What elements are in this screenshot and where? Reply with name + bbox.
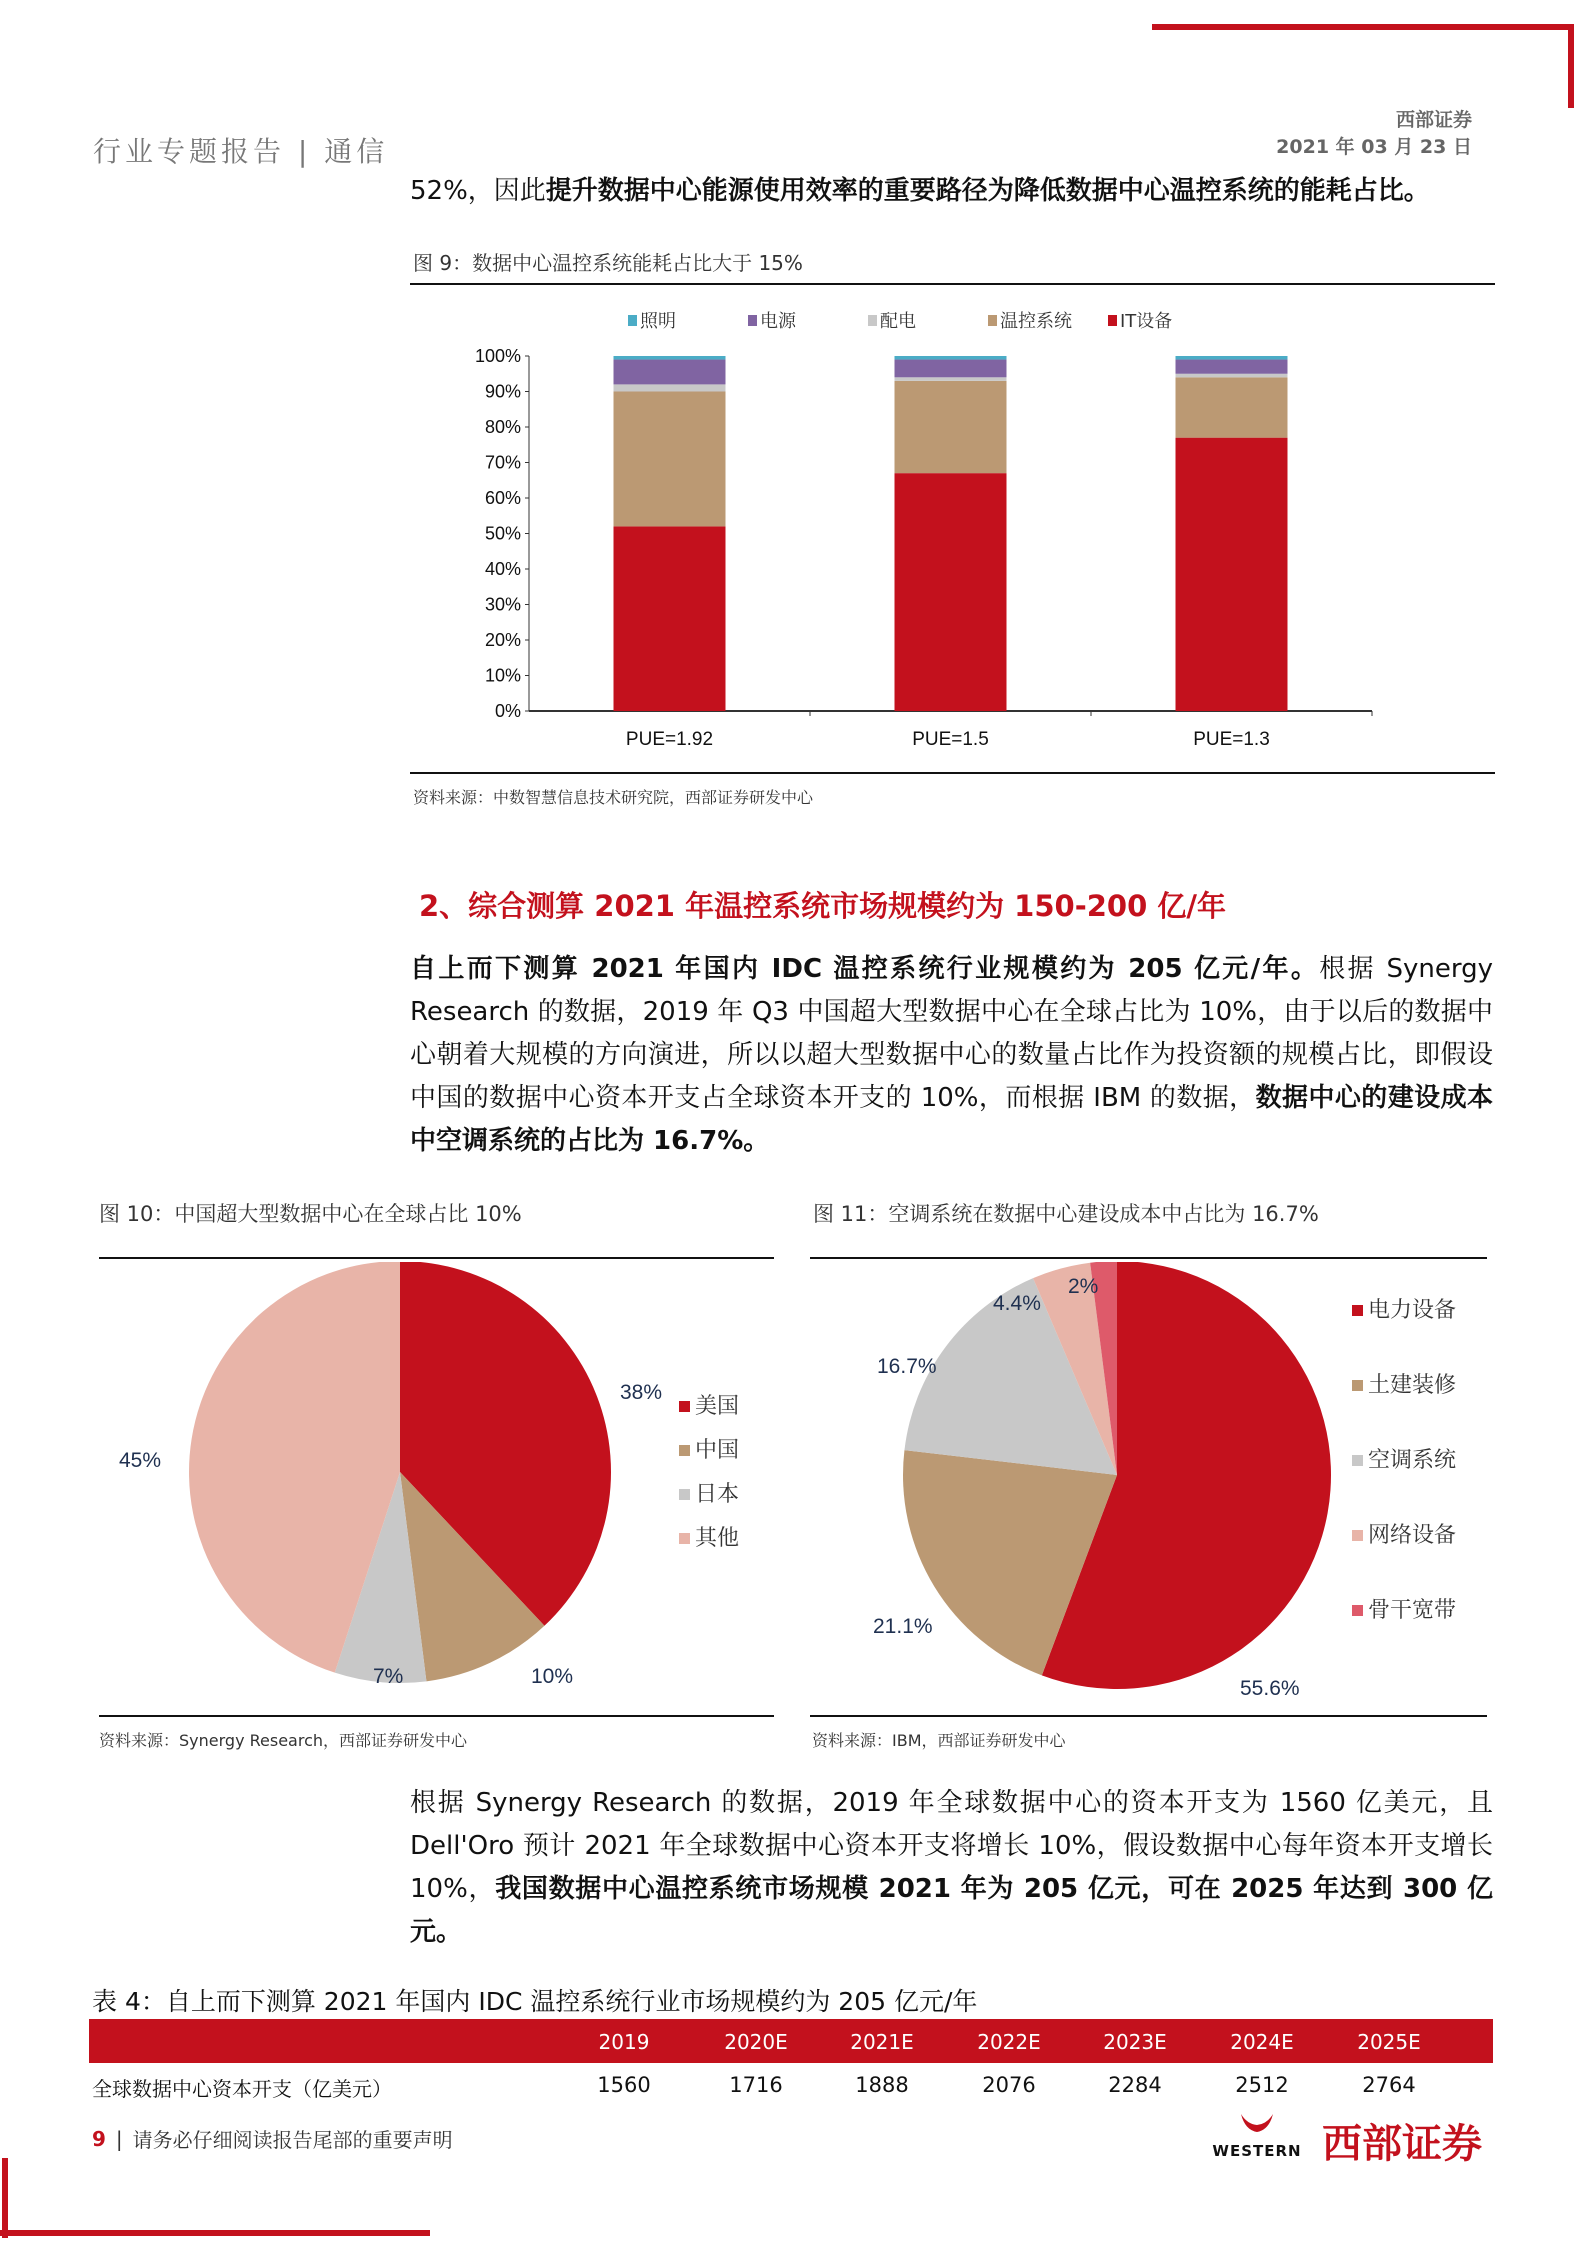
legend-label: 配电 [880, 311, 916, 332]
bar-segment-电源 [895, 360, 1007, 378]
column-header: 2025E [1357, 2030, 1421, 2054]
y-tick-label: 50% [484, 523, 521, 544]
bar-segment-IT设备 [1176, 438, 1288, 711]
legend-swatch [1352, 1605, 1363, 1616]
fig11-source: 资料来源：IBM，西部证券研发中心 [812, 1731, 1066, 1750]
legend-swatch [628, 315, 637, 326]
legend-swatch [1352, 1380, 1363, 1391]
slice-label: 38% [620, 1381, 663, 1404]
x-tick-label: PUE=1.92 [625, 729, 714, 750]
column-header: 2019 [598, 2030, 650, 2054]
legend-swatch [1352, 1455, 1363, 1466]
legend-swatch [679, 1445, 690, 1456]
table-cell: 1888 [855, 2073, 909, 2097]
legend-label: 其他 [695, 1526, 740, 1551]
bar-segment-温控系统 [614, 392, 726, 527]
pie-chart-fig11 [810, 1262, 1487, 1712]
paragraph-2 [410, 1782, 1493, 1954]
fig9-title: 图 9：数据中心温控系统能耗占比大于 15% [413, 251, 803, 275]
y-tick-label: 40% [484, 559, 521, 579]
legend-swatch [679, 1489, 690, 1500]
para2-text: 根据 Synergy Research 的数据，2019 年全球数据中心的资本开支为 1560 亿美元，且 Dell'Oro 预计 2021 年全球数据中心资本开支将增长 10%，假设数据中心每年资本开支增长 10%， [410, 1788, 1493, 1904]
section-heading: 2、综合测算 2021 年温控系统市场规模约为 150-200 亿/年 [419, 889, 1226, 923]
table-title: 表 4：自上而下测算 2021 年国内 IDC 温控系统行业市场规模约为 205 亿元/年 [92, 1987, 978, 2016]
para1-text: 根据 Synergy Research 的数据，2019 年 Q3 中国超大型数据中心在全球占比为 10%，由于以后的数据中心朝着大规模的方向演进，所以以超大型数据中心的数量占比作为投资额的规模占比，即假设中国的数据中心资本开支占全球资本开支的 10%，而根据 IBM 的数据， [410, 954, 1493, 1113]
fig10-title: 图 10：中国超大型数据中心在全球占比 10% [99, 1202, 522, 1226]
slice-label: 16.7% [877, 1355, 937, 1378]
y-tick-label: 70% [484, 452, 521, 473]
legend-label: IT设备 [1120, 311, 1173, 332]
table-cell: 2512 [1235, 2073, 1289, 2097]
table-cell: 2764 [1362, 2073, 1416, 2097]
bull-logo-icon [1237, 2112, 1277, 2138]
fig10-top-rule [99, 1257, 774, 1259]
bottom-red-bar [0, 2230, 430, 2236]
para1-bold-lead: 自上而下测算 2021 年国内 IDC 温控系统行业规模约为 205 亿元/年。 [410, 954, 1320, 984]
legend-swatch [1352, 1305, 1363, 1316]
y-tick-label: 10% [484, 665, 521, 686]
fig9-top-rule [410, 283, 1495, 285]
legend-label: 美国 [695, 1394, 740, 1419]
y-tick-label: 0% [494, 701, 521, 721]
column-header: 2023E [1103, 2030, 1167, 2054]
legend-swatch [1352, 1530, 1363, 1541]
table-cell: 1560 [597, 2073, 651, 2097]
legend-swatch [679, 1533, 690, 1544]
legend-label: 温控系统 [1000, 311, 1072, 332]
intro-text [410, 170, 1493, 213]
column-header: 2022E [977, 2030, 1041, 2054]
footer-divider: | [115, 2126, 123, 2151]
pie-chart-fig10 [99, 1262, 774, 1712]
column-header: 2021E [850, 2030, 914, 2054]
slice-label: 21.1% [873, 1615, 933, 1638]
footer [92, 2124, 453, 2153]
row-label: 全球数据中心资本开支（亿美元） [92, 2077, 392, 2101]
table-cell: 1716 [729, 2073, 783, 2097]
legend-label: 骨干宽带 [1368, 1598, 1457, 1623]
table-cell: 2284 [1108, 2073, 1162, 2097]
y-tick-label: 60% [484, 488, 521, 508]
fig11-top-rule [810, 1257, 1487, 1259]
column-header: 2024E [1230, 2030, 1294, 2054]
legend-swatch [748, 315, 757, 326]
western-logo [1212, 2112, 1302, 2160]
x-tick-label: PUE=1.5 [912, 729, 989, 750]
table-cell: 2076 [982, 2073, 1036, 2097]
fig10-source: 资料来源：Synergy Research，西部证券研发中心 [99, 1731, 468, 1750]
intro-normal: 52%，因此 [410, 176, 546, 206]
legend-label: 网络设备 [1368, 1523, 1457, 1548]
legend-swatch [1108, 315, 1117, 326]
slice-label: 55.6% [1240, 1677, 1300, 1700]
fig11-bottom-rule [810, 1715, 1487, 1717]
paragraph-1 [410, 948, 1493, 1163]
column-header: 2020E [724, 2030, 788, 2054]
bar-segment-配电 [1176, 374, 1288, 378]
legend-label: 电力设备 [1368, 1298, 1457, 1323]
footer-notice: 请务必仔细阅读报告尾部的重要声明 [132, 2128, 453, 2152]
x-tick-label: PUE=1.3 [1193, 729, 1270, 750]
bar-segment-照明 [614, 356, 726, 360]
y-tick-label: 20% [484, 630, 521, 650]
bar-segment-IT设备 [614, 526, 726, 711]
legend-label: 照明 [640, 311, 676, 332]
fig9-bottom-rule [410, 772, 1495, 774]
logo-en: WESTERN [1212, 2142, 1302, 2160]
para1-bold-end: 数据中心的建设成本中空调系统的占比为 16.7%。 [410, 1083, 1493, 1156]
report-date: 2021 年 03 月 23 日 [1276, 136, 1472, 158]
legend-label: 空调系统 [1368, 1448, 1457, 1473]
slice-label: 7% [373, 1665, 404, 1688]
y-tick-label: 90% [484, 381, 521, 402]
top-red-bar [1152, 24, 1574, 30]
slice-label: 2% [1068, 1275, 1099, 1298]
bar-segment-温控系统 [1176, 377, 1288, 437]
slice-label: 4.4% [993, 1292, 1041, 1315]
y-tick-label: 80% [484, 417, 521, 437]
legend-swatch [988, 315, 997, 326]
bar-segment-IT设备 [895, 473, 1007, 711]
fig11-title: 图 11：空调系统在数据中心建设成本中占比为 16.7% [813, 1202, 1319, 1226]
para2-bold: 我国数据中心温控系统市场规模 2021 年为 205 亿元，可在 2025 年达到 300 亿元。 [410, 1874, 1494, 1947]
bar-segment-温控系统 [895, 381, 1007, 473]
page-number: 9 [92, 2126, 106, 2151]
legend-label: 中国 [695, 1438, 740, 1463]
fig9-source: 资料来源：中数智慧信息技术研究院，西部证券研发中心 [413, 788, 814, 807]
legend-label: 电源 [760, 311, 796, 332]
bar-segment-照明 [1176, 356, 1288, 360]
bar-segment-照明 [895, 356, 1007, 360]
bar-segment-配电 [895, 377, 1007, 381]
legend-swatch [679, 1401, 690, 1412]
logo-cn: 西部证券 [1322, 2121, 1482, 2167]
bar-segment-配电 [614, 384, 726, 391]
y-tick-label: 100% [474, 346, 521, 366]
bottom-red-bar-vertical [2, 2158, 8, 2238]
report-category: 行业专题报告 | 通信 [93, 135, 389, 168]
fig10-bottom-rule [99, 1715, 774, 1717]
company-name: 西部证券 [1395, 109, 1472, 131]
stacked-bar-chart [410, 290, 1495, 770]
top-red-bar-vertical [1568, 24, 1574, 108]
bar-segment-电源 [614, 360, 726, 385]
intro-bold: 提升数据中心能源使用效率的重要路径为降低数据中心温控系统的能耗占比。 [545, 176, 1430, 206]
y-tick-label: 30% [484, 594, 521, 615]
slice-label: 45% [119, 1449, 162, 1472]
legend-swatch [868, 315, 877, 326]
bar-segment-电源 [1176, 360, 1288, 374]
legend-label: 土建装修 [1368, 1373, 1457, 1398]
legend-label: 日本 [695, 1482, 740, 1507]
slice-label: 10% [531, 1665, 574, 1688]
